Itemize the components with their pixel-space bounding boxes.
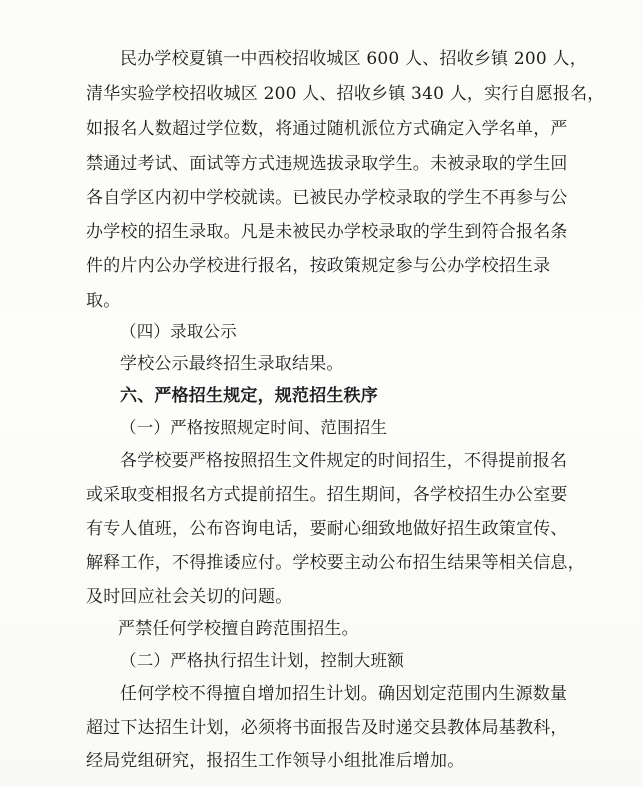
paragraph-line-10: 各学校要严格按照招生文件规定的时间招生，不得提前报名 <box>120 451 568 471</box>
subheading-admission-notice: （四）录取公示 <box>120 322 237 341</box>
paragraph-line-17: 超过下达招生计划，必须将书面报告及时递交县教体局基教科， <box>86 718 568 738</box>
paragraph-line-12: 有专人值班，公布咨询电话，要耐心细致地做好招生政策宣传、 <box>86 519 568 539</box>
paragraph-line-16: 任何学校不得擅自增加招生计划。确因划定范围内生源数量 <box>120 684 568 704</box>
paragraph-line-7: 件的片内公办学校进行报名，按政策规定参与公办学校招生录 <box>86 256 551 276</box>
paragraph-line-14: 及时回应社会关切的问题。 <box>86 587 293 607</box>
paragraph-line-8: 取。 <box>86 291 121 311</box>
paragraph-line-13: 解释工作，不得推诿应付。学校要主动公布招生结果等相关信息， <box>86 553 585 573</box>
subheading-time-scope: （一）严格按照规定时间、范围招生 <box>120 418 388 437</box>
paragraph-line-4: 禁通过考试、面试等方式违规选拔录取学生。未被录取的学生回 <box>86 154 568 174</box>
paragraph-line-15: 严禁任何学校擅自跨范围招生。 <box>118 619 359 639</box>
paragraph-line-9: 学校公示最终招生录取结果。 <box>120 354 344 374</box>
paragraph-line-3: 如报名人数超过学位数，将通过随机派位方式确定入学名单，严 <box>86 119 568 139</box>
paragraph-line-2: 清华实验学校招收城区 200 人、招收乡镇 340 人，实行自愿报名， <box>86 84 605 104</box>
paragraph-line-5: 各自学区内初中学校就读。已被民办学校录取的学生不再参与公 <box>86 188 568 208</box>
paragraph-line-6: 办学校的招生录取。凡是未被民办学校录取的学生到符合报名条 <box>86 222 568 242</box>
subheading-enrollment-plan: （二）严格执行招生计划，控制大班额 <box>120 651 404 670</box>
paragraph-line-1: 民办学校夏镇一中西校招收城区 600 人、招收乡镇 200 人， <box>120 49 587 69</box>
section-heading-six: 六、严格招生规定，规范招生秩序 <box>120 386 378 406</box>
paragraph-line-11: 或采取变相报名方式提前招生。招生期间，各学校招生办公室要 <box>86 485 568 505</box>
paragraph-line-18: 经局党组研究，报招生工作领导小组批准后增加。 <box>86 751 465 771</box>
